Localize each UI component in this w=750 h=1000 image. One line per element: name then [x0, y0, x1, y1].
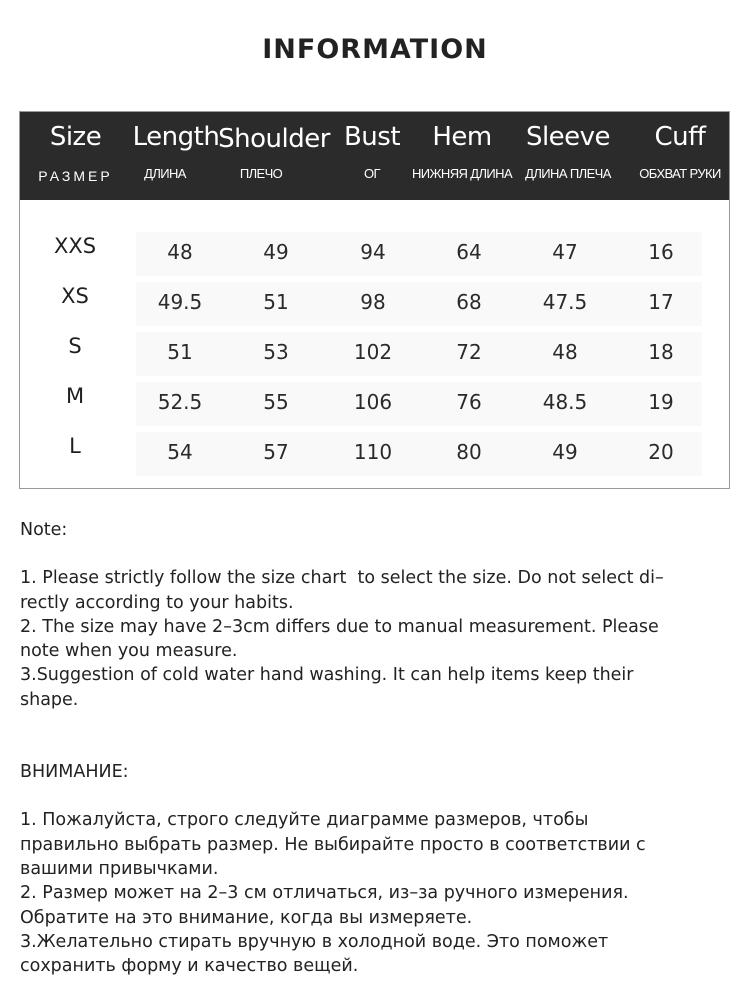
header-shoulder [217, 112, 331, 200]
cuff-cell: 19 [648, 390, 674, 414]
notes-en-line: note when you measure. [20, 641, 238, 662]
cuff-cell: 17 [648, 290, 674, 314]
notes-ru-line: 3.Желательно стирать вручную в холодной воде. Это поможет [20, 931, 609, 952]
notes-ru-line: 2. Размер может на 2–3 см отличаться, из–за ручного измерения. [20, 883, 629, 904]
sleeve-cell: 49 [552, 440, 578, 464]
hem-cell: 76 [456, 390, 482, 414]
length-cell: 51 [167, 340, 193, 364]
notes-ru-line: правильно выбрать размер. Не выбирайте просто в соответствии с [20, 834, 646, 855]
shoulder-cell: 55 [263, 390, 289, 414]
cuff-cell: 20 [648, 440, 674, 464]
bust-cell: 102 [353, 340, 393, 364]
table-row [20, 330, 729, 380]
header-length [126, 112, 226, 200]
notes-en-line: 1. Please strictly follow the size chart to select the size. Do not select di– [20, 568, 664, 589]
table-row [20, 280, 729, 330]
length-cell: 48 [167, 240, 193, 264]
notes-ru-heading: ВНИМАНИЕ: [20, 762, 129, 783]
sleeve-cell: 47.5 [542, 290, 588, 314]
table-row [20, 380, 729, 430]
notes-en-line: shape. [20, 689, 79, 710]
table-row [20, 430, 729, 480]
header-sleeve-ru: ДЛИНА ПЛЕЧА [525, 166, 611, 181]
sleeve-cell: 48.5 [542, 390, 588, 414]
length-cell: 52.5 [157, 390, 203, 414]
header-shoulder-ru: ПЛЕЧО [239, 166, 283, 181]
notes-en-heading: Note: [20, 520, 68, 540]
size-cell: S [68, 334, 82, 358]
size-cell: XS [61, 284, 89, 308]
notes-en-line: 2. The size may have 2–3cm differs due to manual measurement. Please [20, 616, 659, 637]
header-hem-en: Hem [432, 122, 492, 152]
notes-section [20, 518, 720, 978]
notes-ru-line: сохранить форму и качество вещей. [20, 956, 359, 977]
page-title: INFORMATION [262, 34, 488, 65]
size-cell: M [65, 384, 85, 408]
bust-cell: 106 [353, 390, 393, 414]
header-sleeve [516, 112, 620, 200]
header-cuff-en: Cuff [654, 122, 706, 152]
shoulder-cell: 51 [263, 290, 289, 314]
sleeve-cell: 48 [552, 340, 578, 364]
notes-en-line: rectly according to your habits. [20, 592, 294, 613]
bust-cell: 110 [353, 440, 393, 464]
sleeve-cell: 47 [552, 240, 578, 264]
table-header [20, 112, 729, 200]
notes-ru-line: Обратите на это внимание, когда вы измеряете. [20, 907, 473, 928]
shoulder-cell: 57 [263, 440, 289, 464]
header-size [28, 112, 123, 200]
notes-en-line: 3.Suggestion of cold water hand washing. It can help items keep their [20, 665, 634, 686]
bust-cell: 98 [360, 290, 386, 314]
hem-cell: 64 [456, 240, 482, 264]
bust-cell: 94 [360, 240, 386, 264]
header-hem [410, 112, 514, 200]
header-hem-ru: НИЖНЯЯ ДЛИНА [411, 166, 513, 181]
header-length-ru: ДЛИНА [144, 166, 186, 181]
hem-cell: 80 [456, 440, 482, 464]
header-shoulder-en: Shoulder [218, 124, 330, 154]
cuff-cell: 18 [648, 340, 674, 364]
header-cuff [632, 112, 728, 200]
notes-ru-line: 1. Пожалуйста, строго следуйте диаграмме размеров, чтобы [20, 810, 589, 831]
size-chart-table [19, 111, 730, 489]
header-sleeve-en: Sleeve [525, 122, 611, 152]
shoulder-cell: 49 [263, 240, 289, 264]
size-cell: L [69, 434, 81, 458]
shoulder-cell: 53 [263, 340, 289, 364]
notes-ru-line: вашими привычками. [20, 858, 219, 879]
header-bust [332, 112, 412, 200]
size-cell: XXS [53, 234, 97, 258]
cuff-cell: 16 [648, 240, 674, 264]
header-size-ru: РАЗМЕР [38, 168, 113, 184]
length-cell: 49.5 [157, 290, 203, 314]
header-bust-ru: ОГ [364, 166, 380, 181]
header-size-en: Size [49, 122, 102, 152]
header-bust-en: Bust [343, 122, 401, 152]
header-length-en: Length [132, 122, 220, 152]
hem-cell: 68 [456, 290, 482, 314]
header-cuff-ru: ОБХВАТ РУКИ [639, 166, 721, 181]
table-row [20, 230, 729, 280]
length-cell: 54 [167, 440, 193, 464]
hem-cell: 72 [456, 340, 482, 364]
